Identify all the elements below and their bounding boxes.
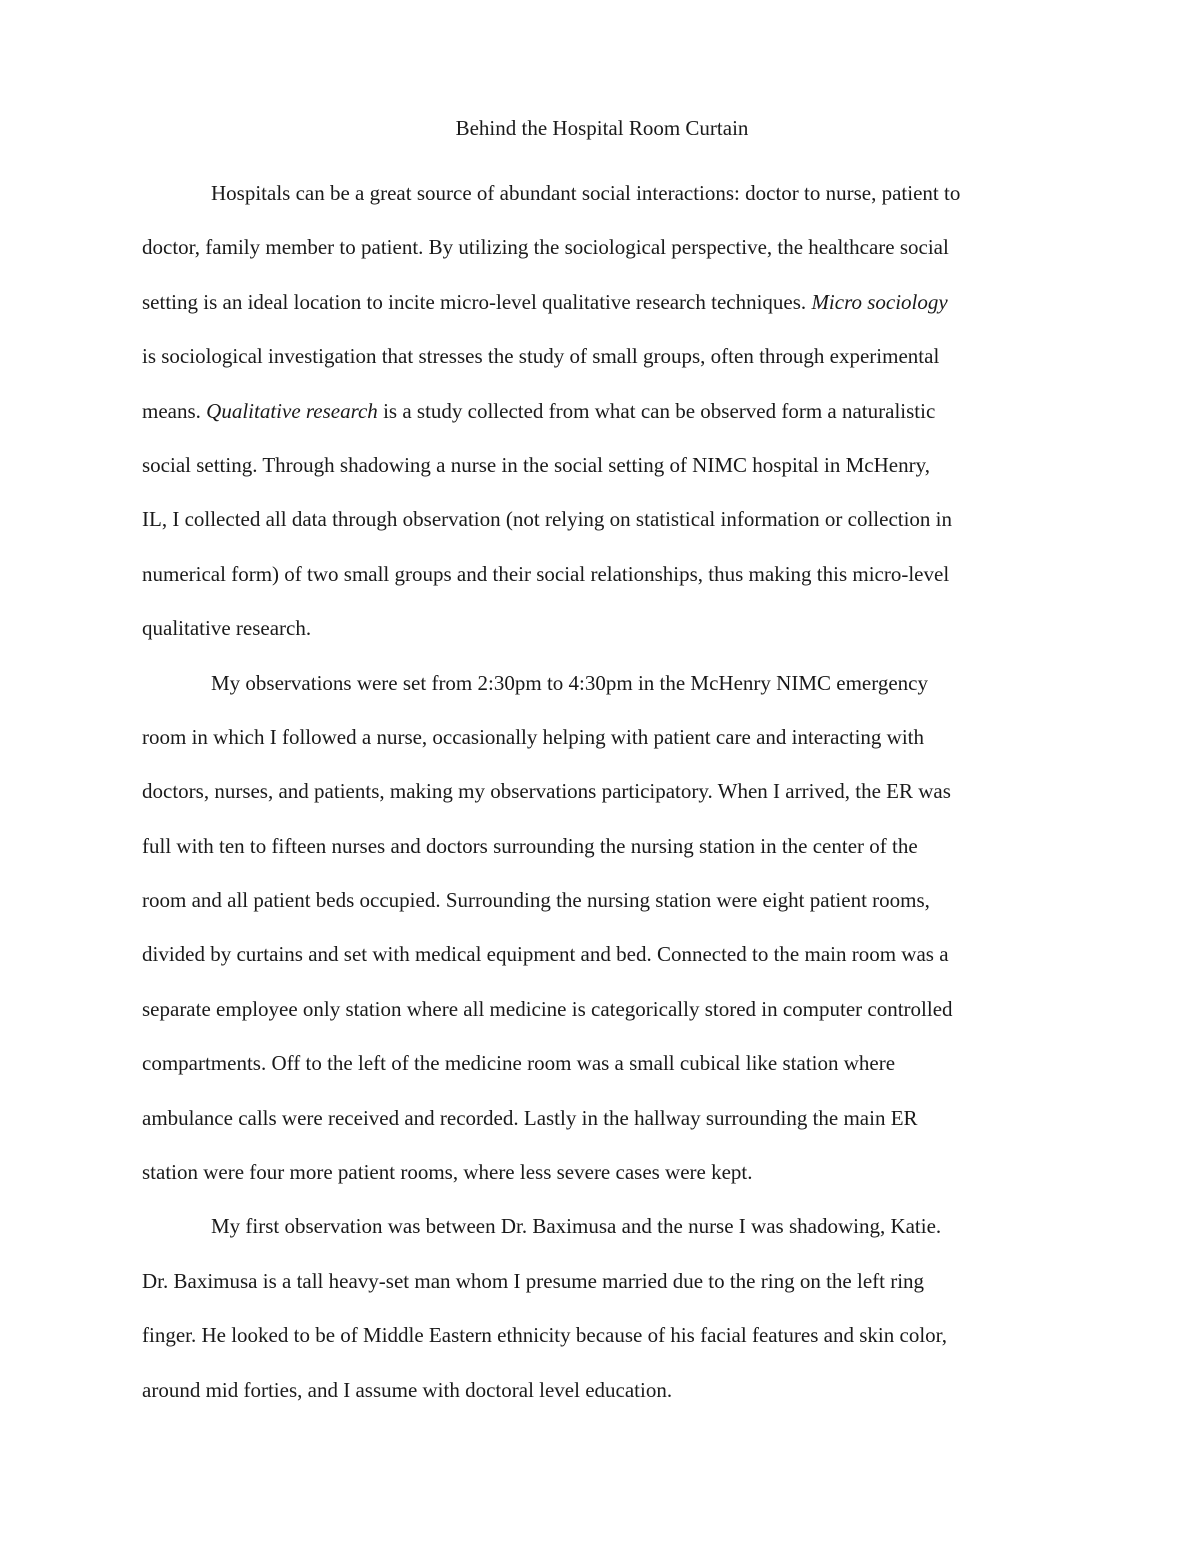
paragraph-line	[142, 492, 1062, 546]
paragraph-line	[142, 873, 1062, 927]
paragraph-line	[142, 710, 1062, 764]
text-run: full with ten to fifteen nurses and doctors surrounding the nursing station in the center of the	[142, 833, 918, 858]
paragraph-line	[142, 547, 1062, 601]
text-run: compartments. Off to the left of the medicine room was a small cubical like station where	[142, 1051, 896, 1076]
text-run: station were four more patient rooms, where less severe cases were kept.	[142, 1160, 753, 1185]
text-run: qualitative research.	[142, 616, 312, 641]
text-run: room and all patient beds occupied. Surrounding the nursing station were eight patient rooms,	[142, 888, 930, 913]
text-run: Hospitals can be a great source of abundant social interactions: doctor to nurse, patient to	[211, 181, 961, 205]
paragraph-line	[142, 329, 1062, 383]
paragraph-line	[142, 275, 1062, 329]
paragraph-line	[142, 438, 1062, 492]
body-paragraph	[142, 1199, 1062, 1417]
text-run: social setting. Through shadowing a nurse in the social setting of NIMC hospital in McHenry,	[142, 452, 930, 477]
text-run: numerical form) of two small groups and their social relationships, thus making this micro-level	[142, 561, 950, 586]
document-title: Behind the Hospital Room Curtain	[455, 116, 749, 140]
text-run: My observations were set from 2:30pm to 4:30pm in the McHenry NIMC emergency	[211, 670, 928, 695]
paragraph-line	[142, 927, 1062, 981]
text-run: setting is an ideal location to incite micro-level qualitative research techniques.	[142, 289, 812, 314]
text-run: means.	[142, 398, 207, 423]
paragraph-line	[142, 982, 1062, 1036]
paragraph-line	[142, 1091, 1062, 1145]
paragraph-line	[142, 656, 1062, 710]
paragraph-line	[142, 1145, 1062, 1199]
paragraph-line	[142, 1254, 1062, 1308]
text-run: divided by curtains and set with medical equipment and bed. Connected to the main room was a	[142, 942, 949, 967]
text-run: is a study collected from what can be observed form a naturalistic	[377, 398, 936, 423]
paragraph-line	[142, 1308, 1062, 1362]
text-run: doctors, nurses, and patients, making my observations participatory. When I arrived, the ER was	[142, 779, 951, 804]
text-run: around mid forties, and I assume with doctoral level education.	[142, 1377, 673, 1402]
text-run: separate employee only station where all medicine is categorically stored in computer controlled	[142, 996, 953, 1021]
paragraph-container	[142, 166, 1062, 1417]
text-run: ambulance calls were received and recorded. Lastly in the hallway surrounding the main ER	[142, 1105, 918, 1130]
italic-term: Qualitative research	[206, 398, 378, 423]
paragraph-line	[142, 601, 1062, 655]
paragraph-line	[142, 1036, 1062, 1090]
document-body	[142, 112, 1062, 1417]
text-run: room in which I followed a nurse, occasionally helping with patient care and interacting with	[142, 724, 925, 749]
paragraph-line	[142, 764, 1062, 818]
body-paragraph	[142, 166, 1062, 656]
italic-term: Micro sociology	[811, 289, 948, 314]
paragraph-line	[142, 166, 1062, 220]
text-run: doctor, family member to patient. By utilizing the sociological perspective, the healthcare social	[142, 235, 949, 260]
text-run: is sociological investigation that stresses the study of small groups, often through experimental	[142, 344, 940, 369]
body-paragraph	[142, 656, 1062, 1200]
paragraph-line	[142, 220, 1062, 274]
paragraph-line	[142, 1363, 1062, 1417]
text-run: finger. He looked to be of Middle Eastern ethnicity because of his facial features and skin color,	[142, 1323, 948, 1348]
paragraph-line	[142, 1199, 1062, 1253]
paragraph-line	[142, 384, 1062, 438]
text-run: IL, I collected all data through observation (not relying on statistical information or collection in	[142, 507, 953, 532]
paragraph-line	[142, 819, 1062, 873]
text-run: Dr. Baximusa is a tall heavy-set man whom I presume married due to the ring on the left ring	[142, 1268, 925, 1293]
text-run: My first observation was between Dr. Baximusa and the nurse I was shadowing, Katie.	[211, 1214, 942, 1239]
